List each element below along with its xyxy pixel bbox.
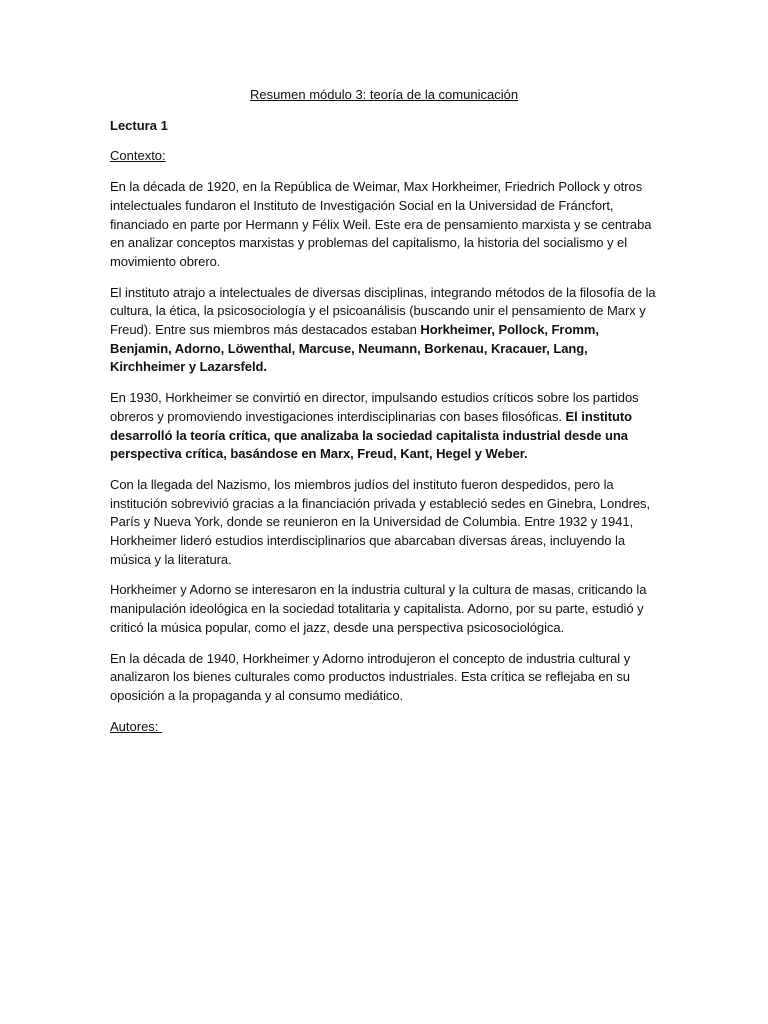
reading-heading: Lectura 1 bbox=[110, 117, 168, 133]
context-heading: Contexto: bbox=[110, 148, 166, 164]
paragraph-6-text: En la década de 1940, Horkheimer y Adorno introdujeron el concepto de industria cultural y analizaron los bienes culturales como productos industriales. Esta crítica se reflejaba en su oposición a la propaganda y al consumo mediático. bbox=[110, 650, 631, 703]
paragraph-4-text: Con la llegada del Nazismo, los miembros judíos del instituto fueron despedidos, pero la institución sobrevivió gracias a la financiación privada y estableció sedes en Ginebra, Londres, París y Nueva York, donde se reunieron en la Universidad de Columbia. Entre 1932 y 1941, Horkheimer lideró estudios interdisciplinarios que abarcaban diversas áreas, incluyendo la música y la literatura. bbox=[110, 476, 651, 567]
paragraph-2 bbox=[110, 284, 658, 378]
paragraph-3-text: En 1930, Horkheimer se convirtió en director, impulsando estudios críticos sobre los partidos obreros y promoviendo investigaciones interdisciplinarias con bases filosóficas. bbox=[110, 390, 639, 424]
paragraph-3 bbox=[110, 389, 658, 464]
document-title: Resumen módulo 3: teoría de la comunicación bbox=[249, 87, 519, 102]
authors-heading: Autores: bbox=[110, 718, 163, 734]
paragraph-5-text: Horkheimer y Adorno se interesaron en la industria cultural y la cultura de masas, criticando la manipulación ideológica en la sociedad totalitaria y capitalista. Adorno, por su parte, estudió y criticó la música popular, como el jazz, desde una perspectiva psicosociológica. bbox=[110, 582, 647, 635]
paragraph-2-bold: Horkheimer, Pollock, Fromm, Benjamin, Adorno, Löwenthal, Marcuse, Neumann, Borkenau, Kracauer, Lang, Kirchheimer y Lazarsfeld. bbox=[110, 322, 599, 375]
paragraph-2-text: El instituto atrajo a intelectuales de diversas disciplinas, integrando métodos de la filosofía de la cultura, la ética, la psicosociología y el psicoanálisis (buscando unir el pensamiento de Marx y Freud). Entre sus miembros más destacados estaban bbox=[110, 284, 656, 338]
paragraph-4 bbox=[110, 476, 658, 570]
paragraph-1 bbox=[110, 178, 658, 272]
paragraph-1-text: En la década de 1920, en la República de Weimar, Max Horkheimer, Friedrich Pollock y otros intelectuales fundaron el Instituto de Investigación Social en la Universidad de Fráncfort, financiado en parte por Hermann y Félix Weil. Este era de pensamiento marxista y se centraba en analizar conceptos marxistas y problemas del capitalismo, la historia del socialismo y el movimiento obrero. bbox=[110, 179, 652, 269]
paragraph-3-bold: El instituto desarrolló la teoría crítica, que analizaba la sociedad capitalista industrial desde una perspectiva crítica, basándose en Marx, Freud, Kant, Hegel y Weber. bbox=[110, 408, 633, 462]
paragraph-6 bbox=[110, 650, 658, 706]
paragraph-5 bbox=[110, 581, 658, 637]
